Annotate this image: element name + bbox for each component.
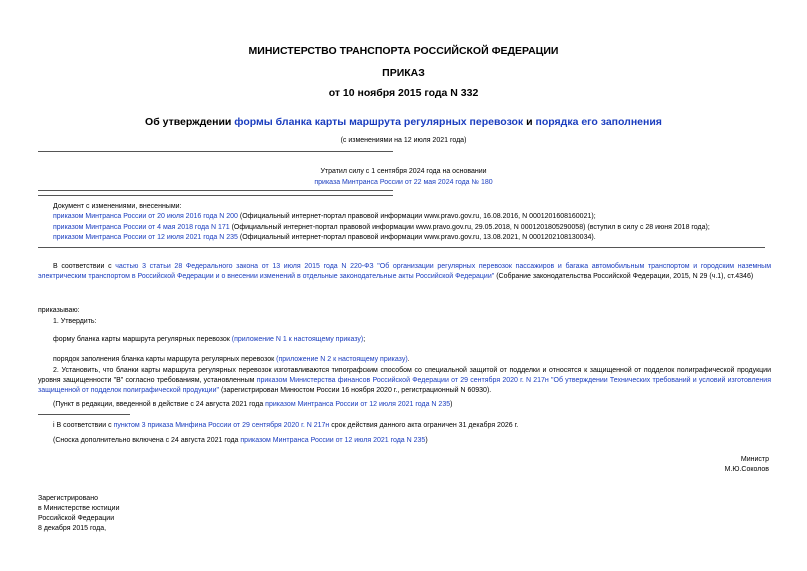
signature-name: М.Ю.Соколов <box>724 466 769 473</box>
procedure-approval-line: порядок заполнения бланка карты маршрута регулярных перевозок (приложение N 2 к настоящему приказу). <box>53 356 410 363</box>
divider <box>38 247 765 248</box>
item-2-note: (Пункт в редакции, введенной в действие с 24 августа 2021 года приказом Минтранса России от 12 июля 2021 года N 235) <box>53 401 453 408</box>
ministry-heading: МИНИСТЕРСТВО ТРАНСПОРТА РОССИЙСКОЙ ФЕДЕРАЦИИ <box>248 45 559 57</box>
change-item: приказом Минтранса России от 20 июля 2016 года N 200 (Официальный интернет-портал правовой информации www.pravo.gov.ru, 16.08.2016, N 0001201608160021); <box>53 213 596 220</box>
change-item: приказом Минтранса России от 4 мая 2018 года N 171 (Официальный интернет-портал правовой информации www.pravo.gov.ru, 29.05.2018, N 0001201805290058) (вступил в силу с 28 июня 2018 года); <box>53 224 710 231</box>
registration-line: в Министерстве юстиции <box>38 505 120 512</box>
registration-line: Российской Федерации <box>38 515 115 522</box>
divider <box>38 151 393 152</box>
footnote-link[interactable]: пунктом 3 приказа Минфина России от 29 сентября 2020 г. N 217н <box>113 422 330 429</box>
item-2-paragraph: 2. Установить, что бланки карты маршрута регулярных перевозок изготавливаются типографским способом со специальной защитой от подделки и относятся к защищенной от подделок полиграфической продукции уровня защищенности "В" согласно требованиям, установленным приказом Министерства финансов Российской Федерации от 29 сентября 2020 г. N 217н "Об утверждении Технических требований и условий изготовления защищенной от подделок полиграфической продукции" (зарегистрирован Минюстом России 16 ноября 2020 г., регистрационный N 60930). <box>38 367 771 394</box>
expiry-line: Утратил силу с 1 сентября 2024 года на основании <box>320 168 487 175</box>
amendment-link[interactable]: приказом Минтранса России от 12 июля 2021 года N 235 <box>265 401 451 408</box>
divider <box>38 195 393 196</box>
doc-title <box>0 116 807 128</box>
appendix-2-link[interactable]: (приложение N 2 к настоящему приказу) <box>276 356 408 363</box>
title-prefix: Об утверждении <box>145 116 235 128</box>
minfin-order-link[interactable]: приказом Министерства финансов Российской Федерации от 29 сентября 2020 г. N 217н "Об утверждении Технических требований и условий изготовления защищенной от подделок полиграфической продукции" <box>38 377 771 394</box>
appendix-1-link[interactable]: (приложение N 1 к настоящему приказу) <box>231 336 364 343</box>
title-mid: и <box>523 116 536 128</box>
change-link[interactable]: приказом Минтранса России от 4 мая 2018 года N 171 <box>53 224 230 231</box>
revision-note: (с изменениями на 12 июля 2021 года) <box>340 137 467 144</box>
footnote: i В соответствии с пунктом 3 приказа Минфина России от 29 сентября 2020 г. N 217н срок действия данного акта ограничен 31 декабря 2026 г. <box>53 422 519 429</box>
footnote-note: (Сноска дополнительно включена с 24 августа 2021 года приказом Минтранса России от 12 июля 2021 года N 235) <box>53 437 428 444</box>
doc-type-heading: ПРИКАЗ <box>382 67 425 79</box>
doc-date-number: от 10 ноября 2015 года N 332 <box>328 87 479 99</box>
change-link[interactable]: приказом Минтранса России от 12 июля 2021 года N 235 <box>53 234 238 241</box>
expiry-link[interactable]: приказа Минтранса России от 22 мая 2024 года № 180 <box>314 179 493 186</box>
registration-line: 8 декабря 2015 года, <box>38 525 107 532</box>
footnote-divider <box>38 414 130 415</box>
form-approval-line: форму бланка карты маршрута регулярных перевозок (приложение N 1 к настоящему приказу); <box>53 336 366 343</box>
signature-position: Министр <box>740 456 769 463</box>
title-form-link[interactable]: формы бланка карты маршрута регулярных перевозок <box>234 116 524 128</box>
preamble-paragraph: В соответствии с частью 3 статьи 28 Федерального закона от 13 июля 2015 года N 220-ФЗ "Об организации регулярных перевозок пассажиров и багажа автомобильным транспортом и городским наземным электрическим транспортом в Российской Федерации и о внесении изменений в отдельные законодательные акты Российской Федерации" (Собрание законодательства Российской Федерации, 2015, N 29 (ч.1), ст.4346) <box>38 263 772 280</box>
change-link[interactable]: приказом Минтранса России от 20 июля 2016 года N 200 <box>53 213 238 220</box>
law-link[interactable]: частью 3 статьи 28 Федерального закона от 13 июля 2015 года N 220-ФЗ "Об организации регулярных перевозок пассажиров и багажа автомобильным транспортом и городским наземным электрическим транспортом в Российской Федерации и о внесении изменений в отдельные законодательные акты Российской Федерации" <box>38 263 772 280</box>
footnote-amendment-link[interactable]: приказом Минтранса России от 12 июля 2021 года N 235 <box>240 437 426 444</box>
order-word: приказываю: <box>38 307 80 314</box>
divider <box>38 190 393 191</box>
title-procedure-link[interactable]: порядка его заполнения <box>535 116 662 128</box>
registration-line: Зарегистрировано <box>38 495 98 502</box>
footnote-marker: i <box>53 422 55 429</box>
change-item: приказом Минтранса России от 12 июля 2021 года N 235 (Официальный интернет-портал правовой информации www.pravo.gov.ru, 13.08.2021, N 0001202108130034). <box>53 234 596 241</box>
item-1: 1. Утвердить: <box>53 318 97 325</box>
changes-heading: Документ с изменениями, внесенными: <box>53 203 182 210</box>
